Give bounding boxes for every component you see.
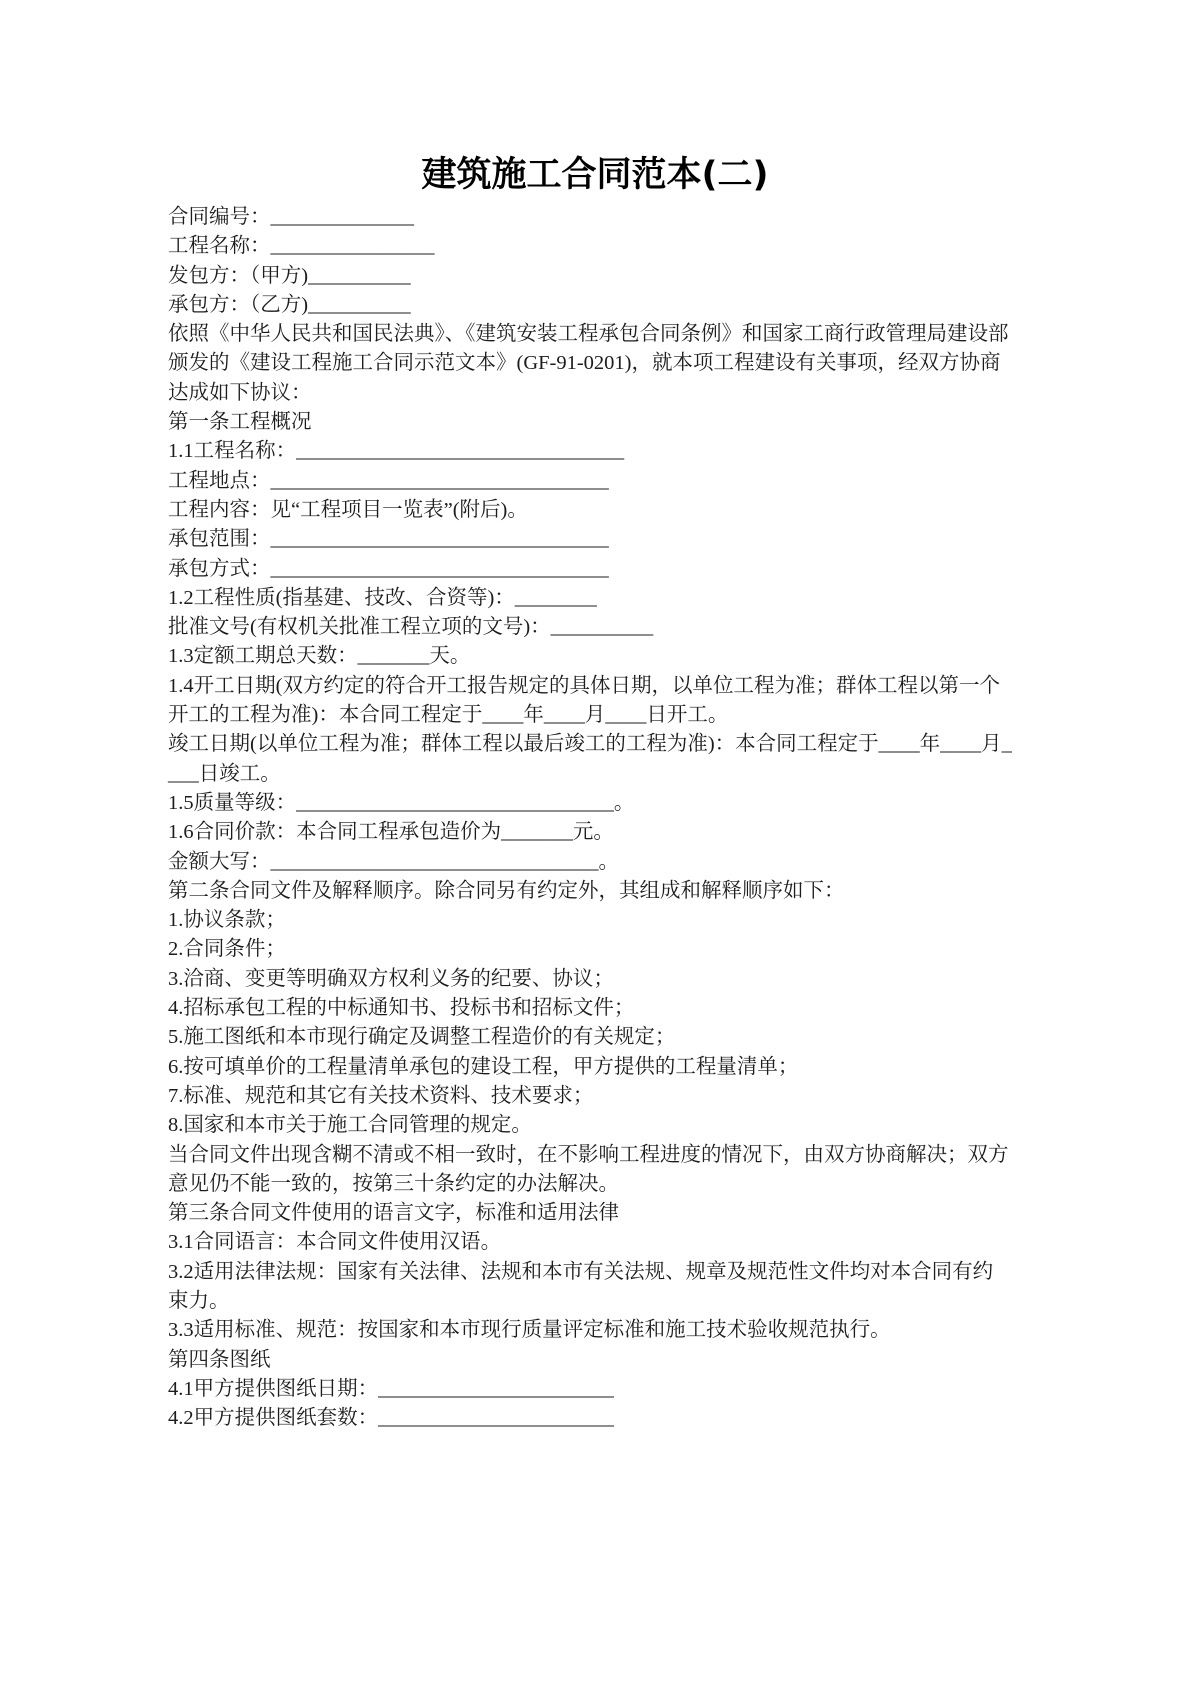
document-line: 4.招标承包工程的中标通知书、投标书和招标文件； xyxy=(168,997,635,1020)
document-line: 第三条合同文件使用的语言文字，标准和适用法律 xyxy=(168,1202,619,1225)
document-line: 批准文号(有权机关批准工程立项的文号)：__________ xyxy=(168,616,654,639)
document-line: 3.2适用法律法规：国家有关法律、法规和本市有关法规、规章及规范性文件均对本合同有约束力。 xyxy=(168,1260,994,1312)
document-line: 依照《中华人民共和国民法典》、《建筑安装工程承包合同条例》和国家工商行政管理局建设部颁发的《建设工程施工合同示范文本》(GF-91-0201)，就本项工程建设有关事项，经双方协商达成如下协议： xyxy=(168,323,1009,404)
document-line: 金额大写：________________________________。 xyxy=(168,850,619,873)
page-title: 建筑施工合同范本(二) xyxy=(421,155,769,195)
document-line: 8.国家和本市关于施工合同管理的规定。 xyxy=(168,1114,532,1137)
document-line: 1.2工程性质(指基建、技改、合资等)：________ xyxy=(168,586,597,609)
document-line: 第二条合同文件及解释顺序。除合同另有约定外，其组成和解释顺序如下： xyxy=(168,879,845,902)
document-line: 第四条图纸 xyxy=(168,1348,271,1371)
document-line: 1.1工程名称：________________________________ xyxy=(168,440,625,463)
document-line: 1.3定额工期总天数：_______天。 xyxy=(168,645,471,668)
document-line: 4.2甲方提供图纸套数：_______________________ xyxy=(168,1407,614,1430)
document-line: 3.1合同语言：本合同文件使用汉语。 xyxy=(168,1231,502,1254)
document-line: 合同编号：______________ xyxy=(168,206,414,228)
document-line: 第一条工程概况 xyxy=(168,411,312,434)
document-line: 承包方：（乙方)__________ xyxy=(168,293,411,316)
document-line: 5.施工图纸和本市现行确定及调整工程造价的有关规定； xyxy=(168,1026,676,1049)
document-line: 2.合同条件； xyxy=(168,938,286,961)
document-line: 承包范围：_________________________________ xyxy=(168,528,609,551)
document-line: 承包方式：_________________________________ xyxy=(168,557,609,580)
document-line: 6.按可填单价的工程量清单承包的建设工程，甲方提供的工程量清单； xyxy=(168,1055,799,1078)
document-line: 3.3适用标准、规范：按国家和本市现行质量评定标准和施工技术验收规范执行。 xyxy=(168,1319,891,1342)
document-line: 当合同文件出现含糊不清或不相一致时，在不影响工程进度的情况下，由双方协商解决；双方意见仍不能一致的，按第三十条约定的办法解决。 xyxy=(168,1143,1009,1195)
document-line: 1.4开工日期(双方约定的符合开工报告规定的具体日期，以单位工程为准；群体工程以第一个开工的工程为准)：本合同工程定于____年____月____日开工。 xyxy=(168,674,1000,727)
document-line: 3.洽商、变更等明确双方权利义务的纪要、协议； xyxy=(168,967,614,990)
document-line: 工程名称：________________ xyxy=(168,235,435,258)
document-line: 1.协议条款； xyxy=(168,909,286,932)
document-line: 竣工日期(以单位工程为准；群体工程以最后竣工的工程为准)：本合同工程定于____年____月____日竣工。 xyxy=(168,733,1012,785)
document-line: 工程内容：见“工程项目一览表”(附后)。 xyxy=(168,498,528,521)
document-line: 发包方：（甲方)__________ xyxy=(168,264,411,287)
document-line: 1.6合同价款：本合同工程承包造价为_______元。 xyxy=(168,821,614,844)
document-line: 工程地点：_________________________________ xyxy=(168,469,609,492)
document-body xyxy=(168,203,1013,1433)
document-line: 4.1甲方提供图纸日期：_______________________ xyxy=(168,1377,614,1400)
document-line: 1.5质量等级：_______________________________。 xyxy=(168,791,635,814)
document-line: 7.标准、规范和其它有关技术资料、技术要求； xyxy=(168,1084,594,1107)
